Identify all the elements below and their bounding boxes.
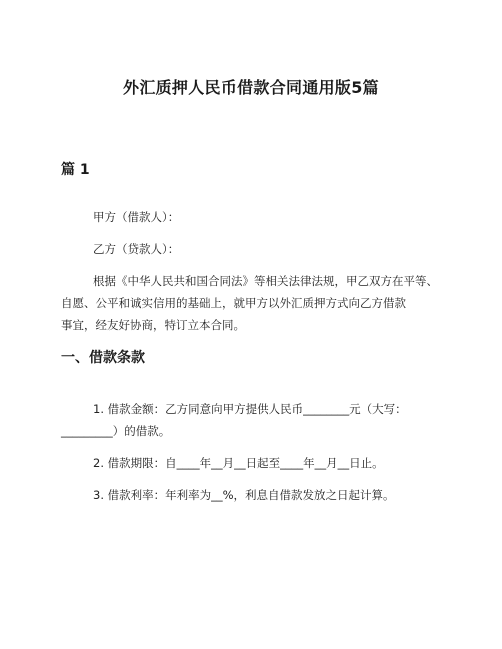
clause-3: 3. 借款利率：年利率为__%，利息自借款发放之日起计算。 <box>93 488 395 502</box>
part-heading: 篇 1 <box>61 162 90 178</box>
intro-line-3: 事宜，经友好协商，特订立本合同。 <box>61 318 245 332</box>
party-b-line: 乙方（贷款人）： <box>93 242 180 256</box>
party-a-line: 甲方（借款人）： <box>93 210 180 224</box>
intro-line-1: 根据《中华人民共和国合同法》等相关法律法规，甲乙双方在平等、 <box>93 274 438 288</box>
intro-line-2: 自愿、公平和诚实信用的基础上，就甲方以外汇质押方式向乙方借款 <box>61 296 406 310</box>
clause-1-line-1: 1. 借款金额：乙方同意向甲方提供人民币________元（大写： <box>93 402 407 416</box>
document-title: 外汇质押人民币借款合同通用版5篇 <box>123 78 379 97</box>
clause-1-line-2: _________）的借款。 <box>61 424 171 438</box>
clause-2: 2. 借款期限：自____年__月__日起至____年__月__日止。 <box>93 456 384 470</box>
section-heading-loan-terms: 一、借款条款 <box>61 350 145 366</box>
